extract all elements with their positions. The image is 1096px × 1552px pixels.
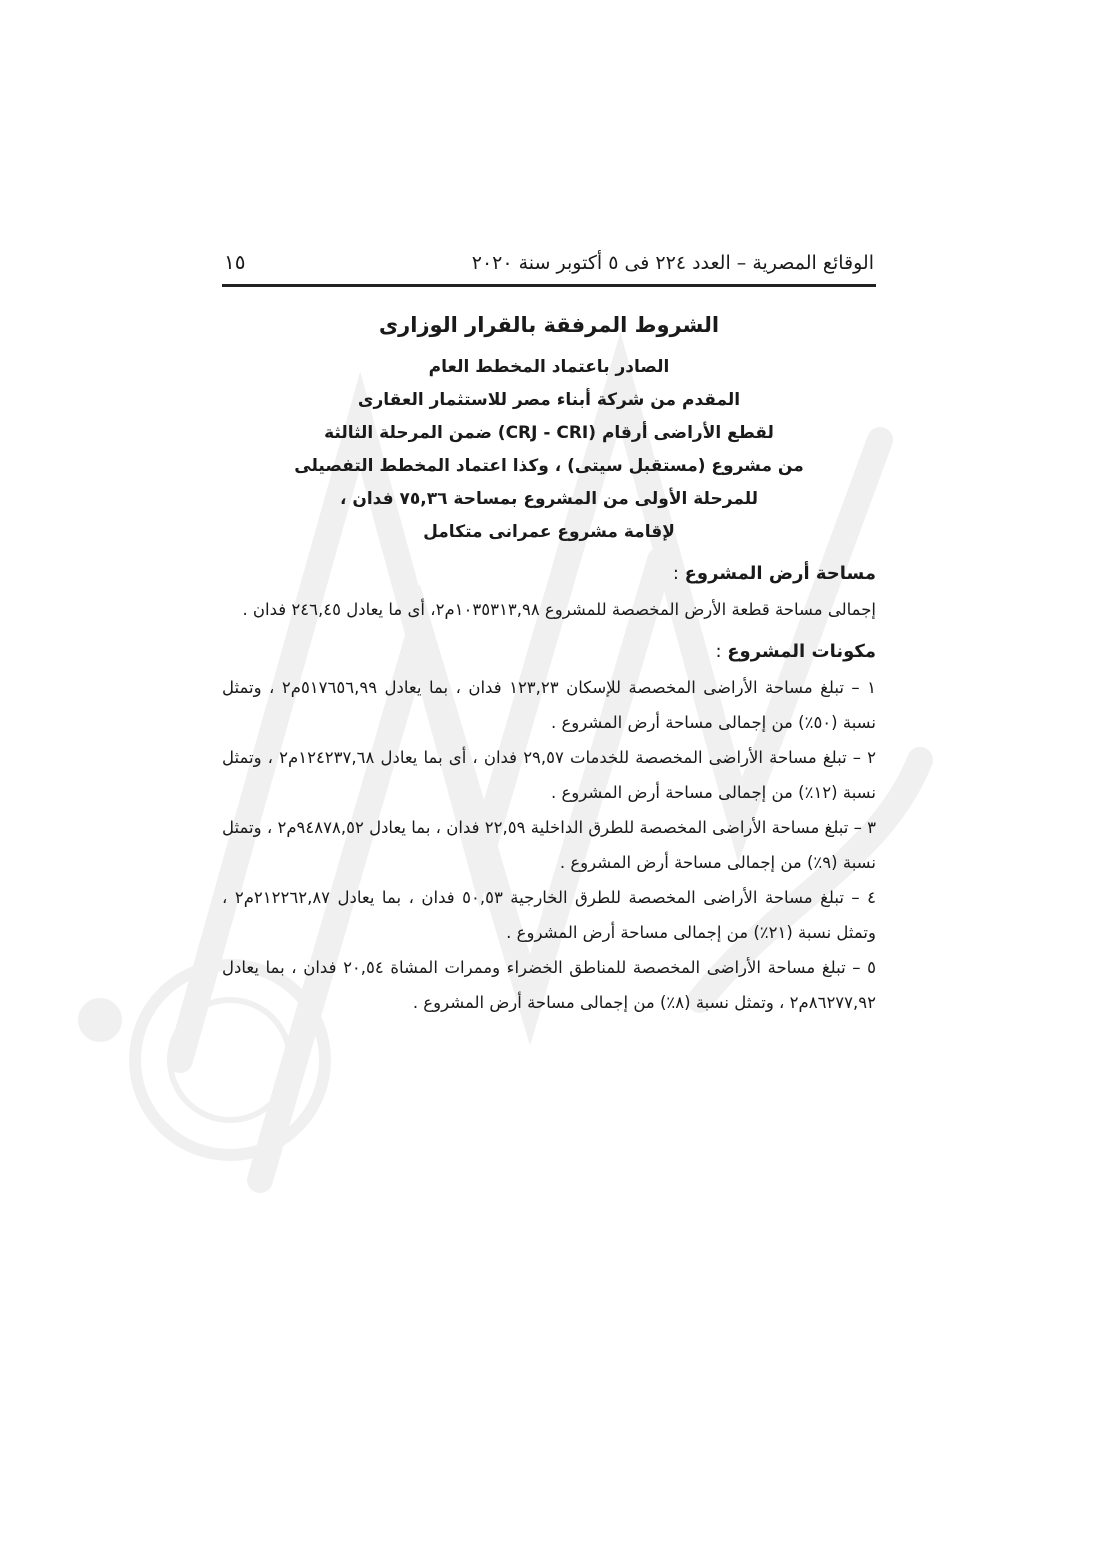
title-line: لقطع الأراضى أرقام (CRJ - CRI) ضمن المرحلة الثالثة xyxy=(324,423,774,443)
component-item: ٤ – تبلغ مساحة الأراضى المخصصة للطرق الخارجية ٥٠,٥٣ فدان ، بما يعادل ٢١٢٢٦٢,٨٧م٢ ، وتمثل نسبة (٢١٪) من إجمالى مساحة أرض المشروع . xyxy=(222,888,876,942)
components-heading-colon: : xyxy=(715,641,728,662)
components-heading-text: مكونات المشروع xyxy=(727,641,876,662)
document-page xyxy=(222,250,876,1020)
area-heading-text: مساحة أرض المشروع xyxy=(684,563,876,584)
component-item: ٥ – تبلغ مساحة الأراضى المخصصة للمناطق الخضراء وممرات المشاة ٢٠,٥٤ فدان ، بما يعادل ٨٦٢٧٧,٩٢م٢ ، وتمثل نسبة (٨٪) من إجمالى مساحة أرض المشروع . xyxy=(222,958,876,1012)
page-header xyxy=(222,250,876,287)
title-line: من مشروع (مستقبل سيتى) ، وكذا اعتماد المخطط التفصيلى xyxy=(294,456,804,476)
title-line: المقدم من شركة أبناء مصر للاستثمار العقارى xyxy=(357,390,741,410)
title-line: للمرحلة الأولى من المشروع بمساحة ٧٥,٣٦ فدان ، xyxy=(339,489,759,509)
area-paragraph: إجمالى مساحة قطعة الأرض المخصصة للمشروع ١٠٣٥٣١٣,٩٨م٢، أى ما يعادل ٢٤٦,٤٥ فدان . xyxy=(242,600,876,619)
running-title: الوقائع المصرية – العدد ٢٢٤ فى ٥ أكتوبر سنة ٢٠٢٠ xyxy=(471,252,874,274)
decree-titles xyxy=(222,313,876,549)
title-line: الصادر باعتماد المخطط العام xyxy=(428,357,670,377)
component-item: ١ – تبلغ مساحة الأراضى المخصصة للإسكان ١٢٣,٢٣ فدان ، بما يعادل ٥١٧٦٥٦,٩٩م٢ ، وتمثل نسبة (٥٠٪) من إجمالى مساحة أرض المشروع . xyxy=(222,678,877,732)
components-heading xyxy=(222,641,876,662)
main-title: الشروط المرفقة بالقرار الوزارى xyxy=(378,313,720,337)
title-line: لإقامة مشروع عمرانى متكامل xyxy=(423,522,675,542)
page-number: ١٥ xyxy=(224,250,246,274)
area-heading xyxy=(222,563,876,584)
area-heading-colon: : xyxy=(672,563,685,584)
component-item: ٢ – تبلغ مساحة الأراضى المخصصة للخدمات ٢٩,٥٧ فدان ، أى بما يعادل ١٢٤٢٣٧,٦٨م٢ ، وتمثل نسبة (١٢٪) من إجمالى مساحة أرض المشروع . xyxy=(222,748,877,802)
component-item: ٣ – تبلغ مساحة الأراضى المخصصة للطرق الداخلية ٢٢,٥٩ فدان ، بما يعادل ٩٤٨٧٨,٥٢م٢ ، وتمثل نسبة (٩٪) من إجمالى مساحة أرض المشروع . xyxy=(222,818,877,872)
